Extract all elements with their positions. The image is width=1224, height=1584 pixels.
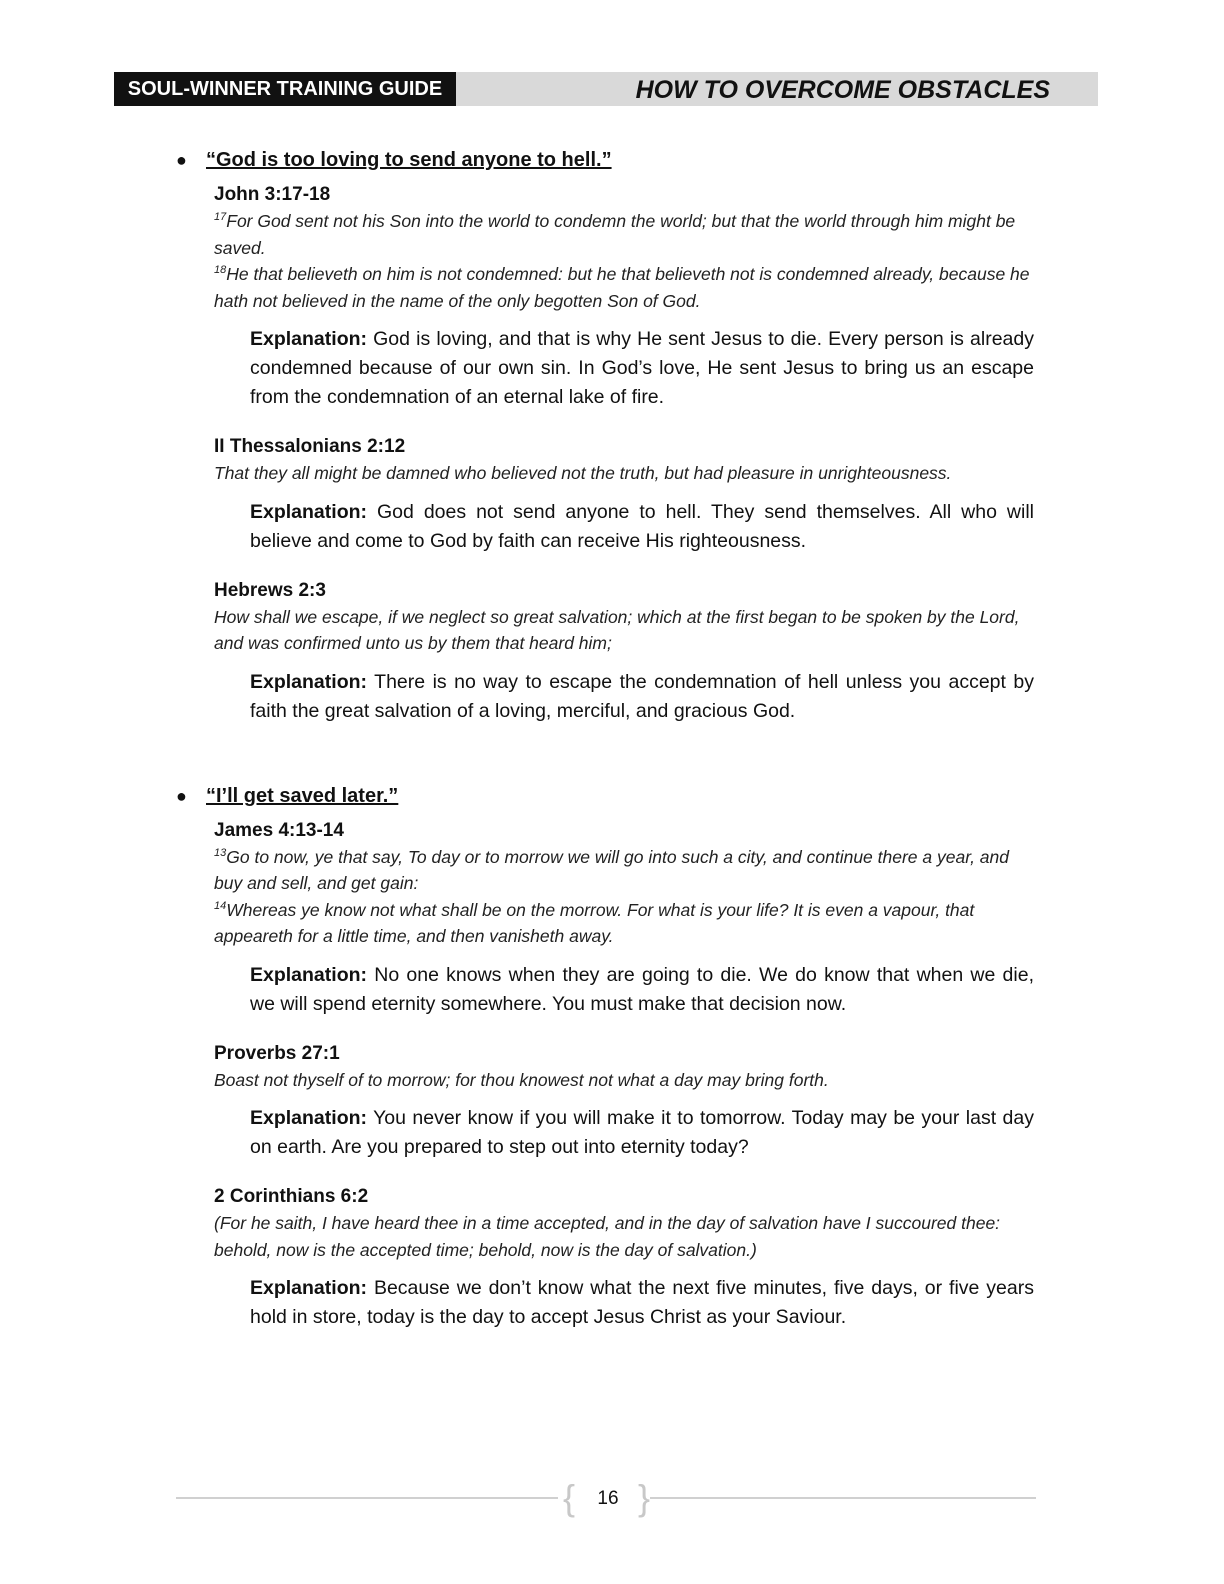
bullet-icon: ● [176, 150, 187, 170]
explanation-text: There is no way to escape the condemnation of hell unless you accept by faith the great salvation of a loving, merciful, and gracious God. [250, 670, 1034, 722]
verse-body: For God sent not his Son into the world to condemn the world; but that the world through him might be saved. [214, 211, 1016, 258]
verse-body: Go to now, ye that say, To day or to morrow we will go into such a city, and continue there a year, and buy and sell, and get gain: [214, 846, 1009, 893]
obstacle-heading [176, 782, 1036, 810]
section-title-bar [456, 72, 1098, 106]
verse-text [214, 460, 1034, 487]
verse-text [214, 261, 1034, 314]
explanation-label: Explanation: [250, 1107, 368, 1129]
explanation-label: Explanation: [250, 670, 368, 693]
verse-body: (For he saith, I have heard thee in a time accepted, and in the day of salvation have I succoured thee: behold, now is the accepted time; behold, now is the day of salvation.) [214, 1213, 1001, 1260]
scripture-block [214, 578, 1034, 726]
explanation-text: God does not send anyone to hell. They send themselves. All who will believe and come to God by faith can receive His righteousness. [250, 500, 1034, 552]
verse-number: 17 [214, 211, 227, 223]
scripture-reference: II Thessalonians 2:12 [214, 436, 406, 457]
footer-rule-right [650, 1497, 1036, 1499]
explanation-label: Explanation: [250, 963, 368, 986]
verse-text [214, 897, 1034, 950]
explanation [250, 668, 1034, 726]
obstacle-title: “I’ll get saved later.” [206, 784, 399, 807]
verse-number: 18 [214, 264, 227, 276]
explanation-label: Explanation: [250, 328, 368, 350]
scripture-reference: James 4:13-14 [214, 819, 344, 841]
verse-number: 13 [214, 846, 227, 859]
scripture-reference: 2 Corinthians 6:2 [214, 1186, 369, 1207]
explanation [250, 1104, 1034, 1162]
scripture-reference: Hebrews 2:3 [214, 579, 326, 601]
explanation [250, 498, 1034, 556]
explanation [250, 1274, 1034, 1332]
verse-text [214, 604, 1034, 657]
obstacle-section [176, 146, 1036, 726]
section-title: HOW TO OVERCOME OBSTACLES [635, 76, 1050, 104]
scripture-block [214, 818, 1034, 1019]
verse-text [214, 1210, 1034, 1263]
explanation [250, 961, 1034, 1019]
scripture-block [214, 1041, 1034, 1163]
page-content [176, 146, 1036, 1388]
explanation-text: Because we don’t know what the next five minutes, five days, or five years hold in store, today is the day to accept Jesus Christ as your Saviour. [250, 1277, 1034, 1328]
verse-text [214, 1067, 1034, 1094]
scripture-reference: Proverbs 27:1 [214, 1042, 340, 1064]
explanation-label: Explanation: [250, 500, 368, 523]
page-footer [176, 1478, 1036, 1522]
bullet-icon: ● [176, 785, 187, 806]
footer-rule-left [176, 1497, 558, 1499]
verse-number: 14 [214, 899, 227, 912]
obstacle-section [176, 782, 1036, 1333]
obstacle-title: “God is too loving to send anyone to hell.” [206, 149, 612, 171]
verse-body: Boast not thyself of to morrow; for thou knowest not what a day may bring forth. [214, 1069, 829, 1090]
guide-title: SOUL-WINNER TRAINING GUIDE [114, 72, 456, 106]
explanation-label: Explanation: [250, 1277, 368, 1299]
page-header [114, 72, 1098, 106]
left-bracket-icon: { [563, 1477, 576, 1518]
verse-body: He that believeth on him is not condemned: but he that believeth not is condemned already, because he hath not believed in the name of the only begotten Son of God. [214, 264, 1030, 311]
verse-body: Whereas ye know not what shall be on the morrow. For what is your life? It is even a vapour, that appeareth for a little time, and then vanisheth away. [214, 899, 975, 946]
scripture-block [214, 1184, 1034, 1332]
verse-body: How shall we escape, if we neglect so great salvation; which at the first began to be spoken by the Lord, and was confirmed unto us by them that heard him; [214, 606, 1020, 653]
explanation-text: God is loving, and that is why He sent Jesus to die. Every person is already condemned because of our own sin. In God’s love, He sent Jesus to bring us an escape from the condemnation of an eternal lake of fire. [250, 328, 1034, 408]
right-bracket-icon: } [638, 1477, 651, 1518]
verse-body: That they all might be damned who believed not the truth, but had pleasure in unrighteousness. [214, 463, 952, 483]
verse-text [214, 844, 1034, 897]
explanation-text: No one knows when they are going to die. We do know that when we die, we will spend eternity somewhere. You must make that decision now. [250, 963, 1034, 1015]
verse-text [214, 208, 1034, 261]
obstacle-heading [176, 146, 1036, 174]
explanation-text: You never know if you will make it to tomorrow. Today may be your last day on earth. Are you prepared to step out into eternity today? [250, 1107, 1034, 1158]
scripture-block [214, 434, 1034, 556]
page-number: 16 [597, 1488, 619, 1509]
scripture-block [214, 182, 1034, 412]
scripture-reference: John 3:17-18 [214, 184, 331, 205]
explanation [250, 325, 1034, 412]
